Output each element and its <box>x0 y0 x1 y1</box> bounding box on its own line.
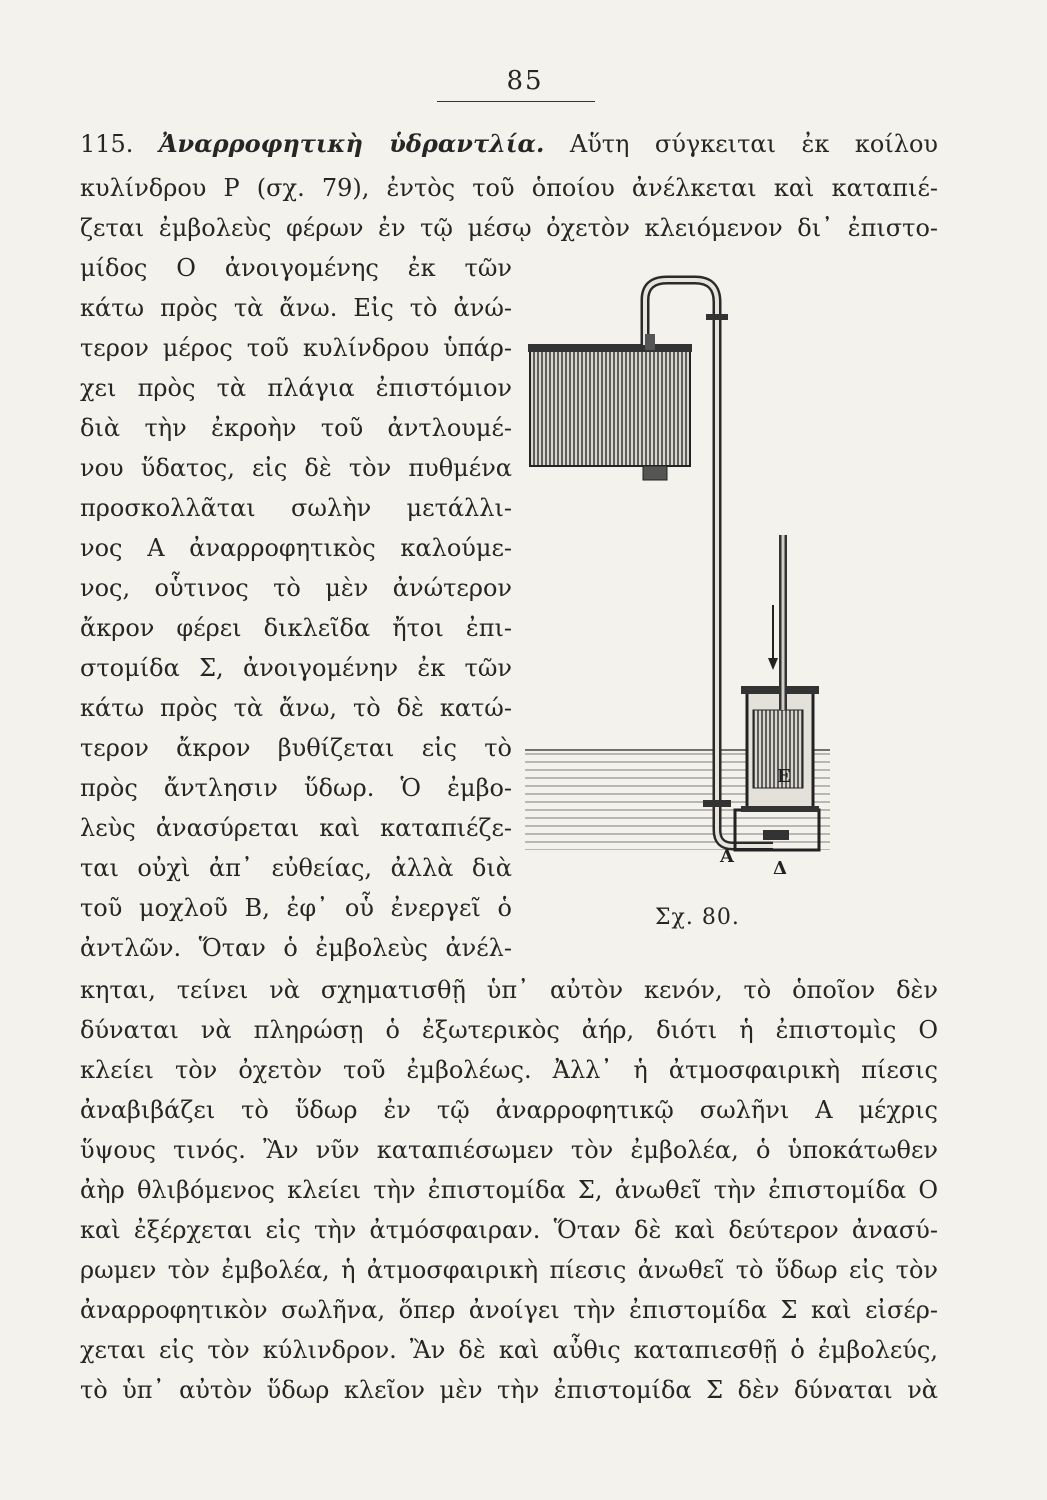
text-line-26: ἀὴρ θλιβόμενος κλείει τὴν ἐπιστομίδα Σ, ἀνωθεῖ τὴν ἐπιστομίδα Ο <box>80 1176 938 1204</box>
water-tank <box>530 348 690 466</box>
text-line-29: ἀναρροφητικὸν σωλῆνα, ὅπερ ἀνοίγει τὴν ἐπιστομίδα Σ καὶ εἰσέρ- <box>80 1296 938 1324</box>
text-line-17: λεὺς ἀνασύρεται καὶ καταπιέζε- <box>80 814 512 842</box>
text-line-12: ἄκρον φέρει δικλεῖδα ἤτοι ἐπι- <box>80 614 512 642</box>
figure-label-E: E <box>777 766 791 787</box>
pump-figure <box>525 270 830 890</box>
text-line-1: κυλίνδρου Ρ (σχ. 79), ἐντὸς τοῦ ὁποίου ἀνέλκεται καὶ καταπιέ- <box>80 174 938 202</box>
figure-label-A: A <box>720 846 734 867</box>
text-line-27: καὶ ἐξέρχεται εἰς τὴν ἀτμόσφαιραν. Ὅταν δὲ καὶ δεύτερον ἀνασύ- <box>80 1216 938 1244</box>
text-line-22: δύναται νὰ πληρώσῃ ὁ ἐξωτερικὸς ἀήρ, διότι ἡ ἐπιστομὶς Ο <box>80 1016 938 1044</box>
text-line-16: πρὸς ἄντλησιν ὕδωρ. Ὁ ἐμβο- <box>80 774 512 802</box>
text-line-11: νος, οὗτινος τὸ μὲν ἀνώτερον <box>80 574 512 602</box>
text-line-6: χει πρὸς τὰ πλάγια ἐπιστόμιον <box>80 374 512 402</box>
text-line-19: τοῦ μοχλοῦ Β, ἐφ᾽ οὗ ἐνεργεῖ ὁ <box>80 894 512 922</box>
text-line-4: κάτω πρὸς τὰ ἄνω. Εἰς τὸ ἀνώ- <box>80 294 512 322</box>
pump-illustration <box>525 270 830 890</box>
text-line-5: τερον μέρος τοῦ κυλίνδρου ὑπάρ- <box>80 334 512 362</box>
section-line-first <box>80 126 938 162</box>
page-number: 85 <box>506 66 544 96</box>
text-line-0: Αὕτη σύγκειται ἐκ κοίλου <box>569 130 938 158</box>
header-rule <box>437 101 595 102</box>
text-line-25: ὕψους τινός. Ἂν νῦν καταπιέσωμεν τὸν ἐμβολέα, ὁ ὑποκάτωθεν <box>80 1136 938 1164</box>
text-line-3: μίδος Ο ἀνοιγομένης ἐκ τῶν <box>80 254 512 282</box>
text-line-31: τὸ ὑπ᾽ αὐτὸν ὕδωρ κλεῖον μὲν τὴν ἐπιστομίδα Σ δὲν δύναται νὰ <box>80 1376 938 1404</box>
text-line-20: ἀντλῶν. Ὅταν ὁ ἐμβολεὺς ἀνέλ- <box>80 934 512 962</box>
figure-caption: Σχ. 80. <box>655 905 740 930</box>
text-line-7: διὰ τὴν ἐκροὴν τοῦ ἀντλουμέ- <box>80 414 512 442</box>
text-line-15: τερον ἄκρον βυθίζεται εἰς τὸ <box>80 734 512 762</box>
text-line-21: κηται, τείνει νὰ σχηματισθῇ ὑπ᾽ αὐτὸν κενόν, τὸ ὁποῖον δὲν <box>80 976 938 1004</box>
text-line-13: στομίδα Σ, ἀνοιγομένην ἐκ τῶν <box>80 654 512 682</box>
text-line-23: κλείει τὸν ὀχετὸν τοῦ ἐμβολέως. Ἀλλ᾽ ἡ ἀτμοσφαιρικὴ πίεσις <box>80 1056 938 1084</box>
text-line-8: νου ὕδατος, εἰς δὲ τὸν πυθμένα <box>80 454 512 482</box>
text-line-30: χεται εἰς τὸν κύλινδρον. Ἂν δὲ καὶ αὖθις καταπιεσθῇ ὁ ἐμβολεύς, <box>80 1336 938 1364</box>
text-line-2: ζεται ἐμβολεὺς φέρων ἐν τῷ μέσῳ ὀχετὸν κλειόμενον δι᾽ ἐπιστο- <box>80 214 938 242</box>
text-line-18: ται οὐχὶ ἀπ᾽ εὐθείας, ἀλλὰ διὰ <box>80 854 512 882</box>
section-number: 115. <box>80 130 134 158</box>
figure-label-Delta: Δ <box>773 858 787 879</box>
text-line-10: νος Α ἀναρροφητικὸς καλούμε- <box>80 534 512 562</box>
text-line-9: προσκολλᾶται σωλὴν μετάλλι- <box>80 494 512 522</box>
text-line-28: ρωμεν τὸν ἐμβολέα, ἡ ἀτμοσφαιρικὴ πίεσις ἀνωθεῖ τὸ ὕδωρ εἰς τὸν <box>80 1256 938 1284</box>
text-line-14: κάτω πρὸς τὰ ἄνω, τὸ δὲ κατώ- <box>80 694 512 722</box>
text-line-24: ἀναβιβάζει τὸ ὕδωρ ἐν τῷ ἀναρροφητικῷ σωλῆνι Α μέχρις <box>80 1096 938 1124</box>
section-title: Ἀναρροφητικὴ ὑδραντλία. <box>158 129 545 158</box>
